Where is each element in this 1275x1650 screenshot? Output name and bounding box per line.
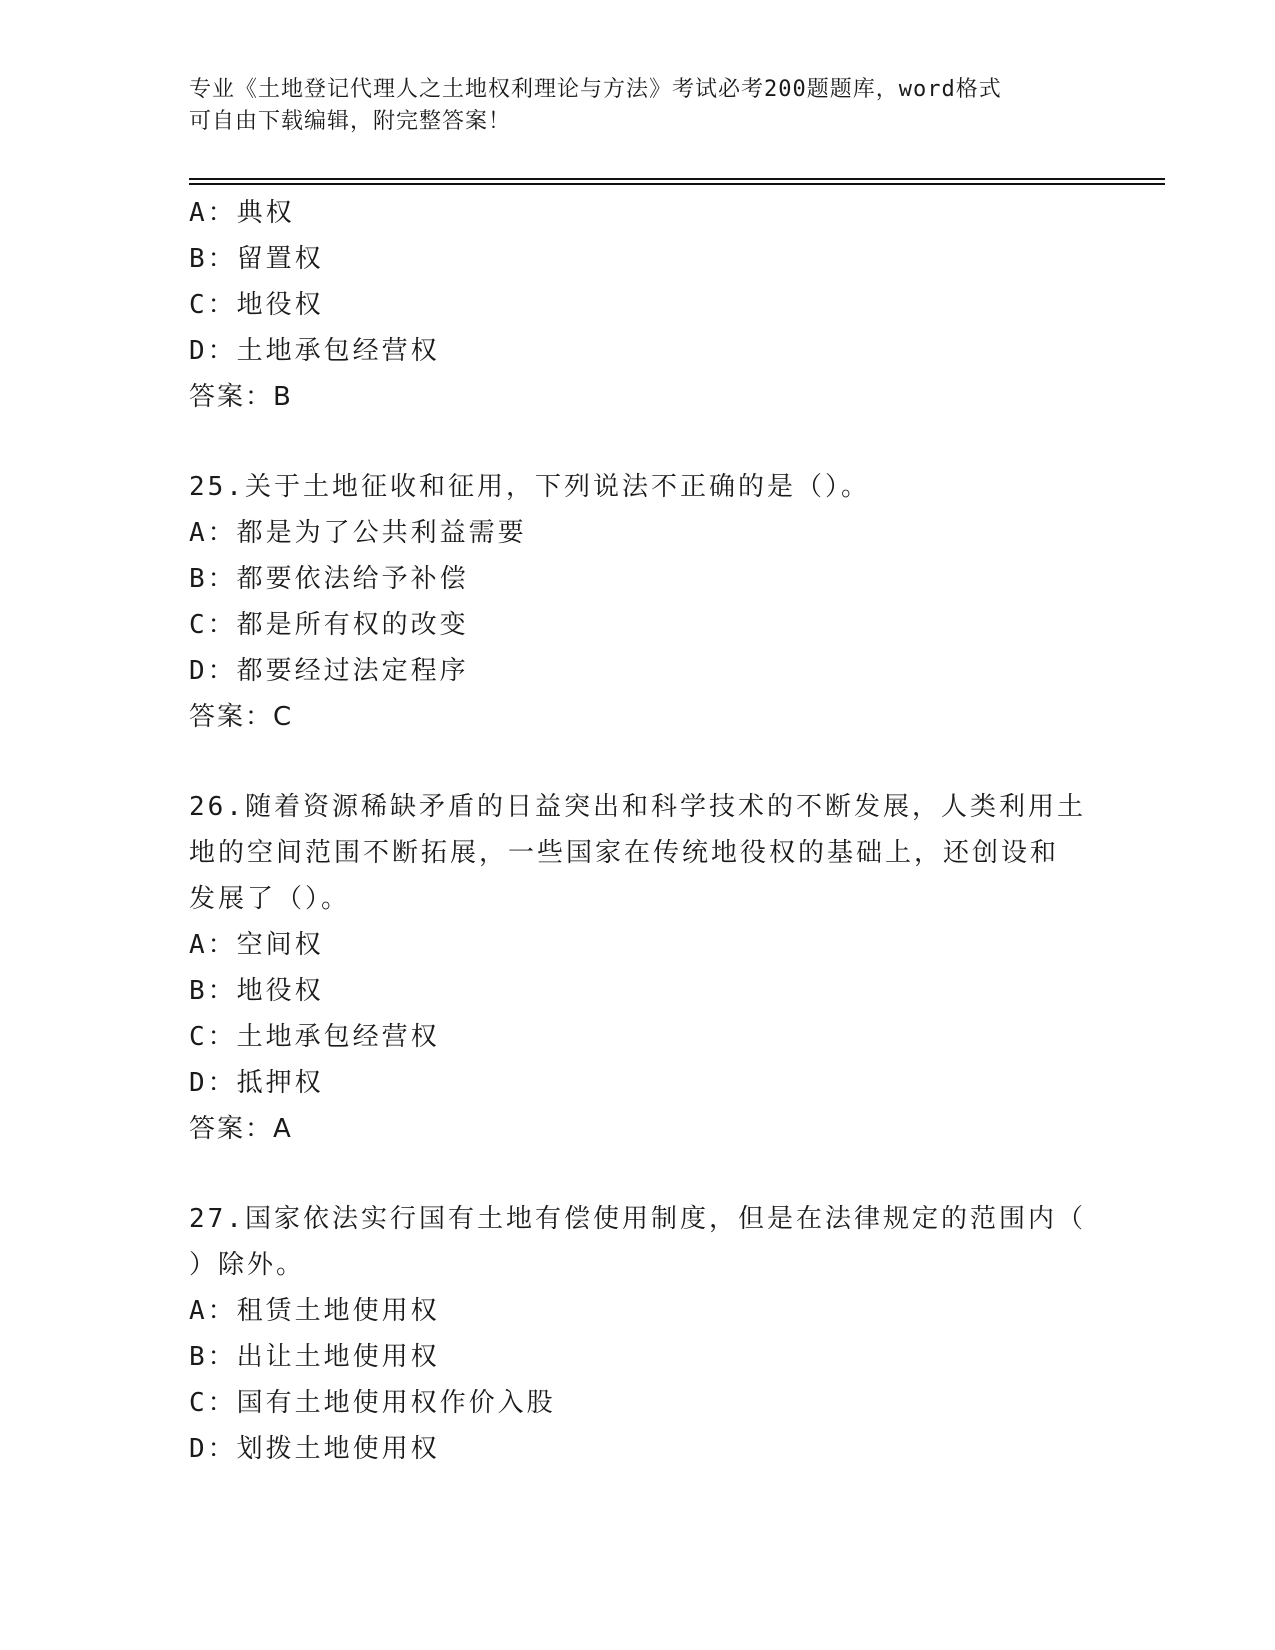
header-divider-bottom: [189, 183, 1165, 185]
question-27: [189, 1196, 1089, 1472]
option-c: C：土地承包经营权: [189, 1022, 440, 1052]
header-line-2: 可自由下载编辑，附完整答案！: [189, 109, 512, 134]
option-d: D：都要经过法定程序: [189, 656, 469, 686]
header-divider-top: [189, 178, 1165, 180]
question-content: [189, 190, 1089, 1472]
question-stem: 25.关于土地征收和征用，下列说法不正确的是（）。: [189, 472, 870, 502]
question-26: [189, 784, 1089, 1152]
answer-line: 答案：C: [189, 702, 294, 732]
option-b: B：都要依法给予补偿: [189, 564, 469, 594]
option-b: B：地役权: [189, 976, 324, 1006]
option-d: D：划拨土地使用权: [189, 1434, 440, 1464]
spacer: [189, 740, 1089, 784]
option-d: D：抵押权: [189, 1068, 324, 1098]
question-stem-line-3: 发展了（）。: [189, 884, 351, 914]
option-a: A：典权: [189, 198, 295, 228]
spacer: [189, 1152, 1089, 1196]
question-25: [189, 464, 1089, 740]
answer-line: 答案：B: [189, 382, 293, 412]
question-stem-line-2: ）除外。: [189, 1250, 306, 1280]
spacer: [189, 420, 1089, 464]
option-c: C：地役权: [189, 290, 324, 320]
question-stem-line-2: 地的空间范围不断拓展，一些国家在传统地役权的基础上，还创设和: [189, 838, 1060, 868]
option-a: A：租赁土地使用权: [189, 1296, 440, 1326]
option-c: C：国有土地使用权作价入股: [189, 1388, 556, 1418]
option-b: B：出让土地使用权: [189, 1342, 440, 1372]
question-24: [189, 190, 1089, 420]
option-d: D：土地承包经营权: [189, 336, 440, 366]
document-header: [189, 74, 1069, 138]
option-a: A：空间权: [189, 930, 324, 960]
question-stem-line-1: 26.随着资源稀缺矛盾的日益突出和科学技术的不断发展，人类利用土: [189, 792, 1086, 822]
header-line-1: 专业《土地登记代理人之土地权利理论与方法》考试必考200题题库，word格式: [189, 77, 1002, 102]
option-c: C：都是所有权的改变: [189, 610, 469, 640]
question-stem-line-1: 27.国家依法实行国有土地有偿使用制度，但是在法律规定的范围内（: [189, 1204, 1086, 1234]
option-a: A：都是为了公共利益需要: [189, 518, 527, 548]
answer-line: 答案：A: [189, 1114, 293, 1144]
option-b: B：留置权: [189, 244, 324, 274]
